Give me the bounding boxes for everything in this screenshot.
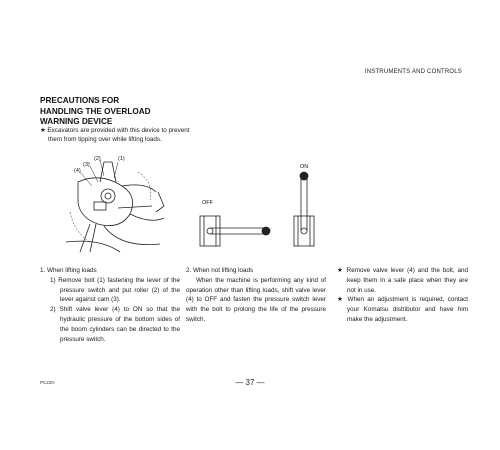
note-2-text: When an adjustment is required, contact your Komatsu distributor and have him make the adjustment.: [347, 296, 468, 323]
callout-label-2: (2): [94, 156, 101, 162]
step-1-sub-2: 2) Shift valve lever (4) to ON so that the hydraulic pressure of the bottom sides of the boom cylinders can be directed to the pressure switch.: [50, 306, 180, 343]
section-header: INSTRUMENTS AND CONTROLS: [364, 69, 462, 75]
title-line-1: PRECAUTIONS FOR: [40, 96, 120, 105]
step-2-column: [186, 266, 326, 325]
step-1-column: [40, 266, 180, 344]
off-position-label: OFF: [202, 200, 213, 206]
step-1-sub-1: 1) Remove bolt (1) fastening the lever of the pressure switch and put roller (2) of the lever against cam (3).: [50, 276, 180, 304]
pressure-switch-illustration: [60, 152, 180, 260]
intro-note: [40, 126, 198, 145]
note-1: [337, 266, 468, 295]
step-2-body: When the machine is performing any kind of operation other than lifting loads, shift valve lever (4) to OFF and fasten the pressure switch lever with the bolt to prolong the life of the pressure switch.: [186, 276, 326, 323]
page-number: — 37 —: [235, 378, 265, 387]
intro-text: Excavators are provided with this device to prevent them from tipping over while lifting loads.: [47, 127, 190, 144]
page-title: [40, 96, 190, 128]
document-code: PC220-: [40, 380, 56, 385]
title-line-2: HANDLING THE OVERLOAD: [40, 106, 151, 116]
callout-label-4: (4): [74, 168, 81, 174]
note-1-text: Remove valve lever (4) and the bolt, and keep them in a safe place when they are not in use.: [346, 267, 469, 294]
step-1-heading: 1. When lifting loads: [40, 267, 97, 274]
note-2: [337, 295, 468, 324]
title-line-3: WARNING DEVICE: [40, 117, 113, 126]
star-bullet-icon: ★: [337, 267, 344, 274]
on-position-label: ON: [300, 164, 309, 170]
star-bullet-icon: ★: [40, 127, 46, 134]
notes-column: [337, 266, 468, 325]
callout-label-3: (3): [83, 162, 90, 168]
valve-lever-positions-illustration: [196, 160, 326, 260]
callout-label-1: (1): [118, 156, 125, 162]
step-2-heading: 2. When not lifting loads: [186, 267, 254, 274]
star-bullet-icon: ★: [337, 296, 345, 304]
